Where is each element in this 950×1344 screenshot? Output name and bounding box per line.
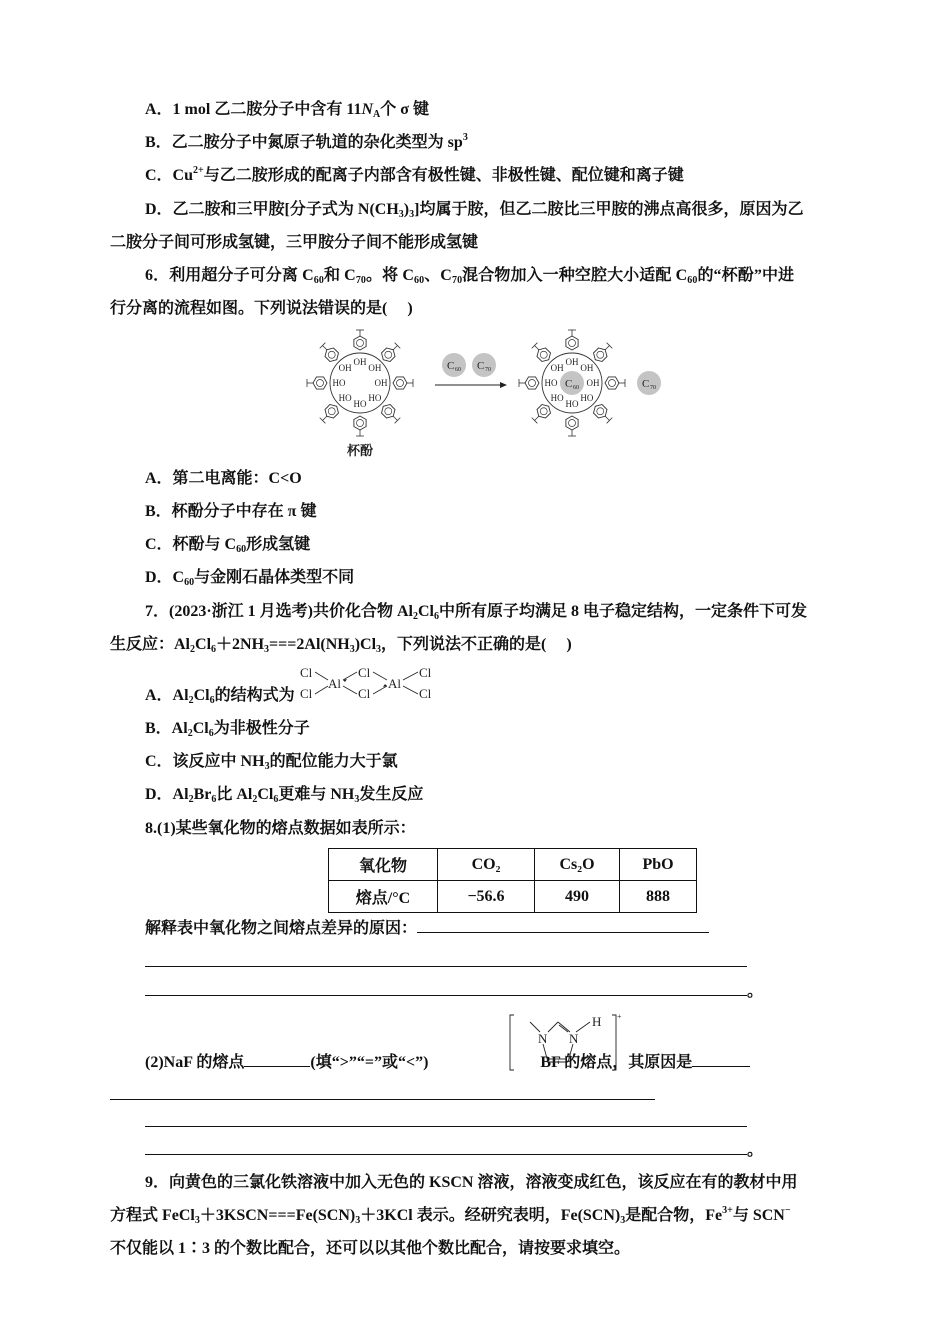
q7-option-a — [145, 686, 295, 706]
text-segment: 60 — [687, 275, 698, 286]
answer-blank[interactable] — [244, 1052, 310, 1067]
text-segment: 2+ — [193, 165, 204, 176]
text-segment: 3 — [398, 209, 404, 220]
text-segment: 6 — [209, 695, 215, 706]
text-segment: 6 — [273, 794, 279, 805]
text-segment: 的结构式为 — [214, 687, 295, 704]
hydroxyl-label: HO — [565, 399, 579, 409]
al2cl6-structure — [298, 662, 443, 704]
benzene-ring-icon — [382, 405, 396, 419]
text-segment: B．Al — [145, 720, 188, 737]
text-segment: 6 — [208, 728, 214, 739]
melting-point-table — [328, 848, 697, 913]
n-atom: N — [569, 1031, 579, 1046]
text-segment: Cl — [193, 687, 210, 704]
benzene-ring-icon — [537, 405, 551, 419]
text-segment: Br — [193, 786, 212, 803]
h-atom: H — [592, 1014, 602, 1029]
aromatic-circle — [540, 351, 547, 358]
fullerene-subscript: 60 — [455, 367, 461, 373]
q6-stem-cont — [110, 299, 413, 319]
aromatic-circle — [385, 351, 392, 358]
n-atom: N — [538, 1031, 548, 1046]
hydroxyl-label: OH — [580, 363, 594, 374]
aromatic-circle — [597, 351, 604, 358]
text-segment: 3 — [462, 132, 468, 143]
benzene-ring-icon — [313, 377, 327, 389]
aromatic-circle — [569, 340, 576, 347]
benzene-ring-icon — [393, 377, 407, 389]
text-segment: 、C — [424, 267, 452, 284]
text-segment: 个 σ 键 — [380, 101, 429, 118]
text-segment: 与 SCN — [732, 1207, 785, 1224]
aromatic-circle — [597, 408, 604, 415]
benzene-ring-icon — [537, 348, 551, 362]
table-row-label: 熔点/°C — [329, 881, 438, 913]
benzene-ring-icon — [594, 405, 608, 419]
q9-stem — [145, 1173, 797, 1193]
benzene-ring-icon — [566, 416, 578, 430]
q6-option-a — [145, 469, 302, 489]
text-segment: 的“杯酚”中进 — [697, 267, 795, 284]
text-segment: 形成氢键 — [246, 536, 311, 553]
text-segment: ) — [403, 201, 410, 218]
text-segment: 3 — [409, 209, 415, 220]
text-segment: 70 — [451, 275, 463, 286]
text-segment: 方程式 FeCl — [110, 1207, 195, 1224]
cl-atom: Cl — [419, 665, 432, 680]
hydroxyl-label: OH — [586, 378, 600, 388]
text-segment: − — [784, 1205, 791, 1216]
text-segment: 60 — [236, 544, 247, 555]
table-header-row — [329, 849, 697, 881]
period: 。 — [747, 983, 764, 1000]
q7-stem-cont — [110, 635, 572, 655]
fullerene-subscript: 70 — [650, 385, 656, 391]
text-segment: ＋3KSCN===Fe(SCN) — [199, 1207, 356, 1224]
text-segment: ＋2NH — [216, 636, 265, 653]
q5-option-d — [145, 200, 803, 220]
text-segment: 2 — [413, 611, 418, 622]
text-segment: 3 — [620, 1215, 626, 1226]
hydroxyl-label: OH — [338, 363, 352, 374]
text-segment: A．1 mol 乙二胺分子中含有 11 — [145, 101, 362, 118]
q7-option-c — [145, 752, 398, 772]
hydroxyl-label: HO — [368, 392, 382, 403]
fullerene-label: C — [447, 360, 455, 372]
text-segment: 60 — [313, 275, 324, 286]
text-segment: 2 — [188, 794, 194, 805]
q5-option-b — [145, 133, 468, 153]
text-segment: 2 — [252, 794, 258, 805]
text-segment: 的配位能力大于氯 — [269, 753, 398, 770]
figure-caption: 杯酚 — [346, 443, 374, 458]
text-segment: 2 — [188, 695, 194, 706]
q6-option-d — [145, 568, 354, 588]
hydroxyl-label: OH — [368, 363, 382, 374]
text-segment: 与乙二胺形成的配离子内部含有极性键、非极性键、配位键和离子键 — [203, 167, 684, 184]
text-segment: ，下列说法不正确的是( ) — [381, 636, 572, 653]
text-segment: 生反应：Al — [110, 636, 191, 653]
text-segment: A．第二电离能：C<O — [145, 470, 302, 487]
answer-line[interactable] — [145, 981, 763, 1002]
fullerene-label: C — [565, 378, 573, 390]
text-segment: ]均属于胺，但乙二胺比三甲胺的沸点高很多，原因为乙 — [414, 201, 804, 218]
benzene-ring-icon — [605, 377, 619, 389]
text-segment: 3 — [376, 644, 382, 655]
text-segment: 6 — [434, 611, 439, 622]
text-segment: 与金刚石晶体类型不同 — [194, 569, 355, 586]
text-segment: 8.(1)某些氧化物的熔点数据如表所示： — [145, 820, 416, 837]
text-segment: 60 — [184, 577, 195, 588]
text-segment: ===2Al(NH — [269, 636, 350, 653]
aromatic-circle — [609, 380, 616, 387]
aromatic-circle — [357, 340, 364, 347]
text-segment: 9．向黄色的三氯化铁溶液中加入无色的 KSCN 溶液，溶液变成红色，该反应在有的教材中用 — [145, 1174, 798, 1191]
benzene-ring-icon — [354, 336, 366, 350]
text-segment: 发生反应 — [359, 786, 424, 803]
text-segment: ＋3KCl 表示。经研究表明，Fe(SCN) — [360, 1207, 621, 1224]
answer-line[interactable] — [145, 952, 747, 973]
answer-line[interactable] — [145, 1112, 747, 1133]
tbutyl-bond — [323, 346, 327, 350]
q9-stem-cont — [110, 1239, 630, 1259]
text-segment: 3 — [354, 794, 360, 805]
text-segment: A．Al — [145, 687, 189, 704]
al-atom: Al — [388, 676, 401, 691]
table-cell: 490 — [535, 881, 620, 913]
hydroxyl-label: HO — [580, 392, 594, 403]
table-cell: −56.6 — [438, 881, 535, 913]
text-segment: 是配合物，Fe — [625, 1207, 723, 1224]
text-segment: 。将 C — [366, 267, 414, 284]
text-segment: 混合物加入一种空腔大小适配 C — [462, 267, 688, 284]
text-segment: 70 — [355, 275, 367, 286]
text-segment: D．Al — [145, 786, 189, 803]
aromatic-circle — [540, 408, 547, 415]
answer-line[interactable] — [110, 1085, 655, 1106]
cl-atom: Cl — [300, 665, 313, 680]
text-segment: 更难与 NH — [278, 786, 355, 803]
hydroxyl-label: HO — [338, 392, 352, 403]
table-header: 氧化物 — [329, 849, 438, 881]
table-header: CO₂ — [438, 849, 535, 881]
tbutyl-bond — [535, 416, 539, 420]
text-segment: 60 — [414, 275, 425, 286]
table-cell: 888 — [620, 881, 697, 913]
answer-blank[interactable] — [417, 918, 709, 933]
answer-line[interactable] — [145, 1140, 763, 1161]
table-header: Cs₂O — [535, 849, 620, 881]
text-segment: Cl — [195, 636, 212, 653]
text-segment: C．该反应中 NH — [145, 753, 265, 770]
aromatic-circle — [397, 380, 404, 387]
fullerene-subscript: 60 — [573, 385, 579, 391]
table-header: PbO — [620, 849, 697, 881]
imidazolium-cation-structure — [508, 1010, 626, 1072]
text-segment: 3 — [355, 1215, 361, 1226]
q7-option-d — [145, 785, 423, 805]
text-segment: A — [373, 109, 381, 120]
q6-option-b — [145, 502, 316, 522]
benzene-ring-icon — [382, 348, 396, 362]
text-segment: B．杯酚分子中存在 π 键 — [145, 503, 317, 520]
text-segment: 7．(2023·浙江 1 月选考)共价化合物 Al — [145, 603, 413, 620]
benzene-ring-icon — [566, 336, 578, 350]
text-segment: 6 — [211, 644, 217, 655]
text-segment: 3 — [349, 644, 355, 655]
cl-atom: Cl — [358, 686, 371, 701]
cl-atom: Cl — [300, 686, 313, 701]
text-segment: 中所有原子均满足 8 电子稳定结构，一定条件下可发 — [439, 603, 808, 620]
aromatic-circle — [385, 408, 392, 415]
text-segment: 行分离的流程如图。下列说法错误的是( ) — [110, 300, 413, 317]
text-segment: 6．利用超分子可分离 C — [145, 267, 314, 284]
tbutyl-bond — [535, 346, 539, 350]
text-segment: 3 — [264, 761, 270, 772]
text-segment: 2 — [190, 644, 196, 655]
text-segment: 3 — [264, 644, 270, 655]
q8-part2 — [145, 1052, 750, 1073]
benzene-ring-icon — [325, 348, 339, 362]
tbutyl-bond — [605, 416, 609, 420]
text-segment: 2 — [187, 728, 193, 739]
q8-part1 — [145, 819, 416, 839]
calixarene-separation-figure — [300, 325, 680, 460]
text-segment: 6 — [211, 794, 217, 805]
text-segment: Cl — [192, 720, 209, 737]
tbutyl-bond — [393, 416, 397, 420]
benzene-ring-icon — [354, 416, 366, 430]
benzene-ring-icon — [594, 348, 608, 362]
q9-stem-cont — [110, 1206, 791, 1226]
tbutyl-bond — [323, 416, 327, 420]
aromatic-circle — [529, 380, 536, 387]
q5-option-d-cont — [110, 233, 478, 253]
q8-explain — [145, 918, 709, 939]
fullerene-label: C — [642, 378, 650, 390]
hydroxyl-label: OH — [550, 363, 564, 374]
text-segment: 不仅能以 1∶3 的个数比配合，还可以以其他个数比配合，请按要求填空。 — [110, 1240, 631, 1257]
text-segment: Cl — [418, 603, 434, 620]
text-segment: (填“>”“=”或“<”) — [310, 1054, 429, 1071]
cl-atom: Cl — [358, 665, 371, 680]
benzene-ring-icon — [325, 405, 339, 419]
cl-atom: Cl — [419, 686, 432, 701]
text-segment: B．乙二胺分子中氮原子轨道的杂化类型为 sp — [145, 134, 463, 151]
charge: + — [617, 1012, 622, 1021]
q6-stem — [145, 266, 794, 286]
aromatic-circle — [328, 408, 335, 415]
benzene-ring-icon — [525, 377, 539, 389]
text-segment: (2)NaF 的熔点 — [145, 1054, 245, 1071]
text-segment: D．C — [145, 569, 185, 586]
fullerene-subscript: 70 — [485, 367, 491, 373]
text-segment: )Cl — [354, 636, 377, 653]
aromatic-circle — [328, 351, 335, 358]
hydroxyl-label: HO — [353, 399, 367, 409]
table-row — [329, 881, 697, 913]
hydroxyl-label: HO — [332, 378, 346, 388]
hydroxyl-label: HO — [544, 378, 558, 388]
text-segment: N — [361, 101, 374, 118]
q6-option-c — [145, 535, 310, 555]
aromatic-circle — [357, 420, 364, 427]
hydroxyl-label: OH — [565, 357, 579, 367]
q5-option-c — [145, 166, 684, 186]
q7-option-b — [145, 719, 310, 739]
aromatic-circle — [317, 380, 324, 387]
text-segment: 解释表中氧化物之间熔点差异的原因： — [145, 920, 418, 937]
text-segment: 和 C — [323, 267, 356, 284]
text-segment: D．乙二胺和三甲胺[分子式为 N(CH — [145, 201, 399, 218]
hydroxyl-label: OH — [353, 357, 367, 367]
arrow-head-icon — [500, 382, 507, 388]
text-segment: C．杯酚与 C — [145, 536, 237, 553]
answer-blank[interactable] — [692, 1052, 750, 1067]
hydroxyl-label: HO — [550, 392, 564, 403]
tbutyl-bond — [393, 346, 397, 350]
text-segment: 3 — [194, 1215, 200, 1226]
text-segment: Cl — [257, 786, 274, 803]
q5-option-a — [145, 100, 429, 120]
al-atom: Al — [328, 676, 341, 691]
period: 。 — [747, 1142, 764, 1159]
text-segment: BF 的熔点，其原因是 — [540, 1054, 693, 1071]
text-segment: 二胺分子间可形成氢键，三甲胺分子间不能形成氢键 — [110, 234, 479, 251]
text-segment: 为非极性分子 — [213, 720, 310, 737]
text-segment: C．Cu — [145, 167, 194, 184]
text-segment: 比 Al — [216, 786, 253, 803]
hydroxyl-label: OH — [374, 378, 388, 388]
aromatic-circle — [569, 420, 576, 427]
q7-stem — [145, 602, 807, 622]
tbutyl-bond — [605, 346, 609, 350]
text-segment: 3+ — [722, 1205, 733, 1216]
fullerene-label: C — [477, 360, 485, 372]
